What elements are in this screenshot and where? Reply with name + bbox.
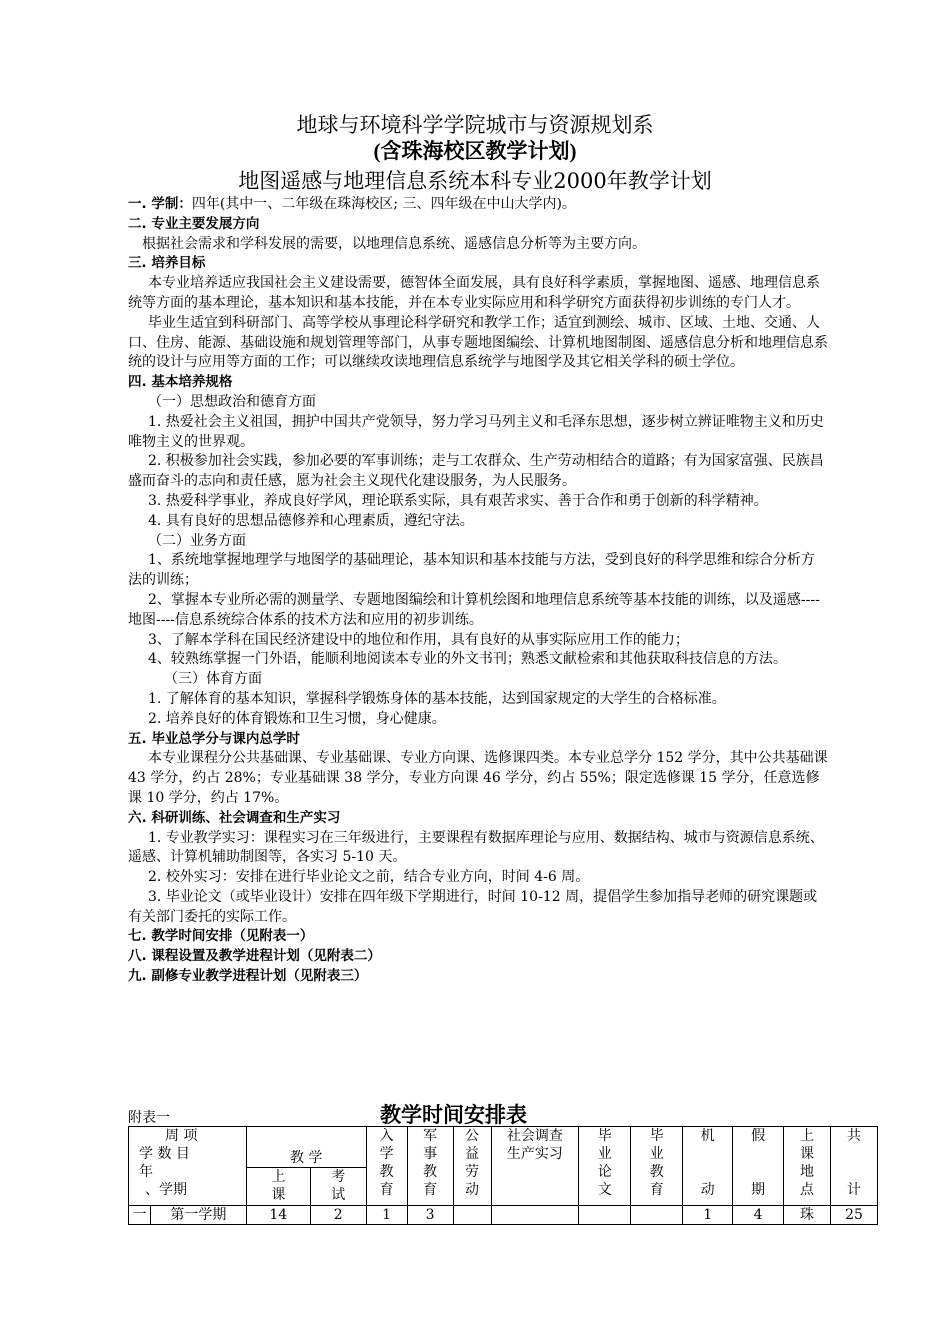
list-item: 2、掌握本专业所必需的测量学、专题地图编绘和计算机绘图和地理信息系统等基本技能的训练，以及遥感----地图----信息系统综合体系的技术方法和应用的初步训练。	[128, 591, 820, 628]
list-item: 4. 具有良好的思想品德修养和心理素质，遵纪守法。	[148, 512, 474, 529]
header-lecture: 上 课	[246, 1168, 310, 1206]
header-total: 共 计	[830, 1127, 877, 1206]
header-entrance: 入 学 教 育	[366, 1127, 407, 1206]
list-item: 1. 了解体育的基本知识，掌握科学锻炼身体的基本技能，达到国家规定的大学生的合格标准。	[148, 690, 726, 707]
section-2-text: 根据社会需求和学科发展的需要，以地理信息系统、遥感信息分析等为主要方向。	[142, 235, 646, 252]
section-7-heading: 七. 教学时间安排（见附表一）	[128, 928, 314, 945]
list-item: 3、了解本学科在国民经济建设中的地位和作用，具有良好的从事实际应用工作的能力；	[148, 631, 689, 648]
table-header-row	[129, 1127, 878, 1168]
cell-term: 第一学期	[150, 1206, 246, 1225]
cell-total: 25	[830, 1206, 877, 1225]
document-body	[128, 195, 828, 987]
corner-mid-text: 学 数 目	[139, 1146, 190, 1162]
table-row	[129, 1206, 878, 1225]
header-military: 军 事 教 育	[407, 1127, 453, 1206]
header-flex: 机 动	[683, 1127, 733, 1206]
list-item: 2. 校外实习：安排在进行毕业论文之前，结合专业方向，时间 4-6 周。	[148, 869, 590, 886]
list-item: 2. 培养良好的体育锻炼和卫生习惯，身心健康。	[148, 710, 446, 727]
section-5-heading: 五. 毕业总学分与课内总学时	[128, 730, 300, 747]
subsection-heading: （二）业务方面	[148, 532, 246, 549]
cell-year: 一	[129, 1206, 151, 1225]
header-holiday: 假 期	[733, 1127, 784, 1206]
header-grad-edu: 毕 业 教 育	[631, 1127, 683, 1206]
cell-survey	[491, 1206, 579, 1225]
list-item: 3. 热爱科学事业，养成良好学风，理论联系实际，具有艰苦求实、善于合作和勇于创新的科学精神。	[148, 492, 768, 509]
section-5-text: 本专业课程分公共基础课、专业基础课、专业方向课、选修课四类。本专业总学分 152 学分，其中公共基础课 43 学分，约占 28%；专业基础课 38 学分，专业方向课 46 学分，约占 55%；限定选修课 15 学分，任意选修课 10 学分，约占 17%。	[128, 750, 828, 806]
section-2-heading: 二. 专业主要发展方向	[128, 215, 260, 232]
list-item: 1. 热爱社会主义祖国，拥护中国共产党领导，努力学习马列主义和毛泽东思想，逐步树立辨证唯物主义和历史唯物主义的世界观。	[128, 413, 824, 450]
section-6-heading: 六. 科研训练、社会调查和生产实习	[128, 809, 341, 826]
section-4-heading: 四. 基本培养规格	[128, 374, 233, 391]
list-item: 3. 毕业论文（或毕业设计）安排在四年级下学期进行，时间 10-12 周，提倡学生参加指导老师的研究课题或有关部门委托的实际工作。	[128, 888, 818, 925]
header-corner-cell	[129, 1127, 247, 1206]
header-labor: 公 益 劳 动	[453, 1127, 491, 1206]
cell-exam: 2	[310, 1206, 366, 1225]
corner-year-text: 年	[139, 1164, 153, 1180]
cell-labor	[453, 1206, 491, 1225]
cell-thesis	[579, 1206, 631, 1225]
section-3-paragraph: 本专业培养适应我国社会主义建设需要，德智体全面发展，具有良好科学素质，掌握地图、遥感、地理信息系统等方面的基本理论，基本知识和基本技能，并在本专业实际应用和科学研究方面获得初步训练的专门人才。	[128, 275, 820, 311]
cell-lecture: 14	[246, 1206, 310, 1225]
cell-military: 3	[407, 1206, 453, 1225]
section-8-heading: 八. 课程设置及教学进程计划（见附表二）	[128, 948, 381, 965]
document-title-line3: 地图遥感与地理信息系统本科专业2000年教学计划	[238, 169, 712, 193]
cell-entrance: 1	[366, 1206, 407, 1225]
document-title-line1: 地球与环境科学学院城市与资源规划系	[296, 113, 654, 137]
header-teaching-label: 教 学	[290, 1150, 323, 1166]
subsection-heading: （一）思想政治和德育方面	[148, 393, 316, 410]
subsection-heading: （三）体育方面	[164, 671, 262, 688]
cell-location: 珠	[784, 1206, 831, 1225]
appendix-label: 附表一	[128, 1110, 170, 1126]
list-item: 1. 专业教学实习：课程实习在三年级进行，主要课程有数据库理论与应用、数据结构、城市与资源信息系统、遥感、计算机辅助制图等，各实习 5-10 天。	[128, 829, 824, 866]
appendix-title: 教学时间安排表	[380, 1103, 527, 1127]
section-1-text: 四年(其中一、二年级在珠海校区; 三、四年级在中山大学内)。	[191, 196, 576, 212]
cell-flex: 1	[683, 1206, 733, 1225]
header-exam: 考 试	[310, 1168, 366, 1206]
section-3-heading: 三. 培养目标	[128, 255, 206, 272]
list-item: 1、系统地掌握地理学与地图学的基础理论，基本知识和基本技能与方法，受到良好的科学思维和综合分析方法的训练；	[128, 552, 815, 589]
header-location: 上 课 地 点	[784, 1127, 831, 1206]
list-item: 4、较熟练掌握一门外语，能顺利地阅读本专业的外文书刊；熟悉文献检索和其他获取科技信息的方法。	[148, 651, 787, 668]
corner-bottom-text: 、学期	[145, 1182, 187, 1198]
header-teaching	[246, 1127, 366, 1168]
corner-top-text: 周 项	[165, 1128, 198, 1144]
header-survey: 社会调查 生产实习	[491, 1127, 579, 1206]
document-title-line2: (含珠海校区教学计划)	[373, 139, 577, 163]
section-9-heading: 九. 副修专业教学进程计划（见附表三）	[128, 968, 368, 985]
section-1-label: 一. 学制：	[128, 196, 192, 212]
list-item: 2. 积极参加社会实践，参加必要的军事训练；走与工农群众、生产劳动相结合的道路；有为国家富强、民族昌盛而奋斗的志向和责任感，愿为社会主义现代化建设服务，为人民服务。	[128, 453, 824, 490]
cell-grad-edu	[631, 1206, 683, 1225]
section-3-paragraph: 毕业生适宜到科研部门、高等学校从事理论科学研究和教学工作；适宜到测绘、城市、区域、土地、交通、人口、住房、能源、基础设施和规划管理等部门，从事专题地图编绘、计算机地图制图、遥感信息分析和地理信息系统的设计与应用等方面的工作；可以继续攻读地理信息系统学与地图学及其它相关学科的硕士学位。	[128, 314, 828, 371]
section-1	[128, 195, 828, 215]
schedule-table	[128, 1126, 878, 1225]
cell-holiday: 4	[733, 1206, 784, 1225]
header-thesis: 毕 业 论 文	[579, 1127, 631, 1206]
